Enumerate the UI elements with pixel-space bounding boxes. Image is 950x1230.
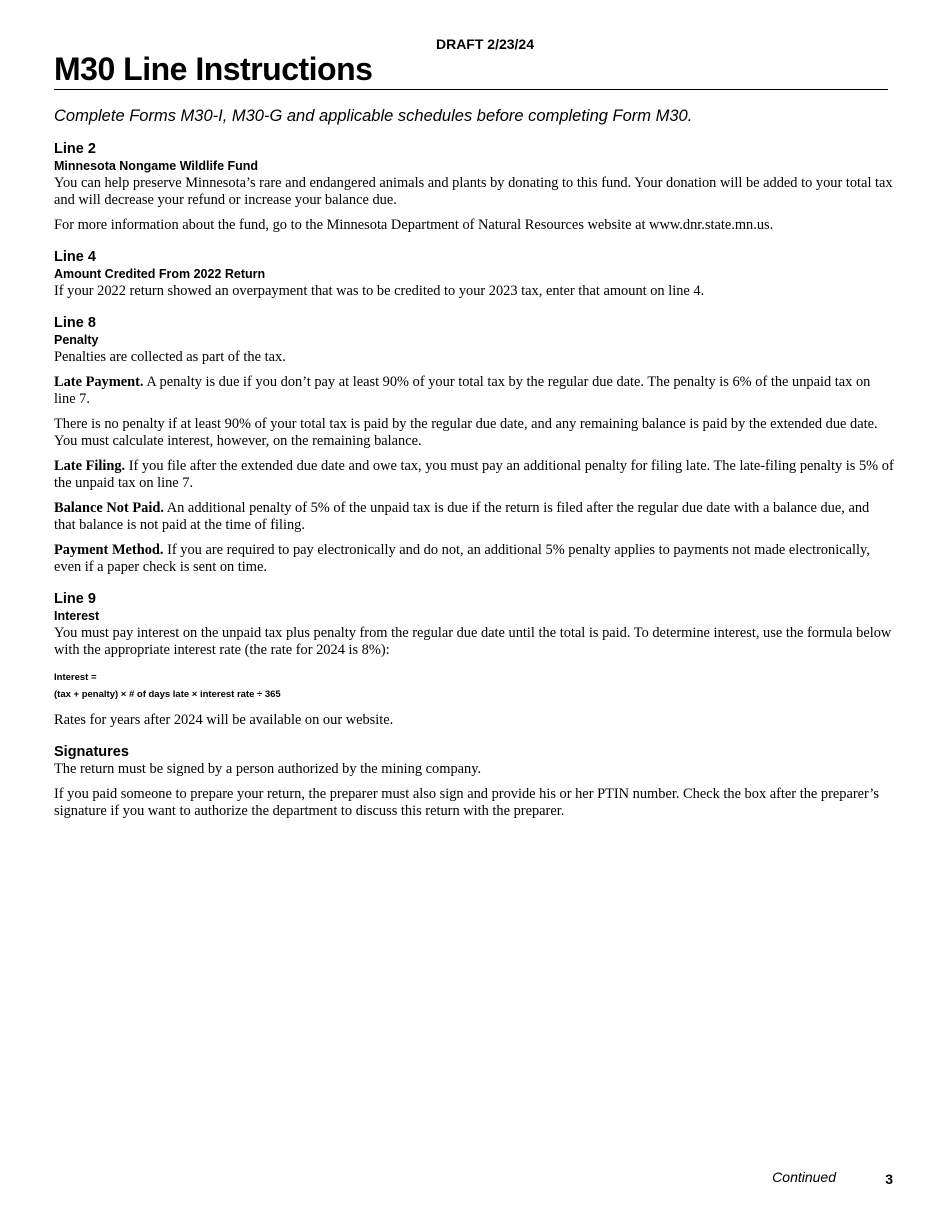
section-signatures [54, 743, 894, 820]
payment-method-paragraph [54, 542, 894, 576]
instructions-body [54, 105, 894, 834]
formula-line-2: (tax + penalty) × # of days late × interest rate ÷ 365 [54, 689, 281, 700]
title-divider [54, 89, 888, 90]
line-4-paragraph: If your 2022 return showed an overpayment that was to be credited to your 2023 tax, enter that amount on line 4. [54, 283, 705, 299]
line-2-subheading: Minnesota Nongame Wildlife Fund [54, 159, 259, 173]
late-payment-label: Late Payment. [54, 374, 144, 390]
payment-method-text: If you are required to pay electronically and do not, an additional 5% penalty applies to payments not made electronically, even if a paper check is sent on time. [54, 542, 870, 575]
signatures-paragraph-1: The return must be signed by a person authorized by the mining company. [54, 761, 482, 777]
late-payment-text: A penalty is due if you don’t pay at least 90% of your total tax by the regular due date. The penalty is 6% of the unpaid tax on line 7. [54, 374, 871, 407]
payment-method-label: Payment Method. [54, 542, 164, 558]
interest-formula [54, 669, 894, 703]
signatures-heading: Signatures [54, 744, 129, 760]
late-filing-label: Late Filing. [54, 458, 126, 474]
line-9-subheading: Interest [54, 609, 100, 623]
line-2-paragraph: You can help preserve Minnesota’s rare and endangered animals and plants by donating to this fund. Your donation will be added to your total tax and will decrease your refund or increase your balance due. [54, 175, 893, 208]
page-title: M30 Line Instructions [54, 51, 373, 87]
line-2-fund-info: For more information about the fund, go to the Minnesota Department of Natural Resources website at www.dnr.state.mn.us. [54, 217, 774, 233]
line-8-heading: Line 8 [54, 315, 96, 331]
no-penalty-paragraph: There is no penalty if at least 90% of your total tax is paid by the regular due date, and any remaining balance is paid by the extended due date. You must calculate interest, however, on the remaining balance. [54, 416, 878, 449]
line-9-heading: Line 9 [54, 591, 96, 607]
line-8-paragraph: Penalties are collected as part of the tax. [54, 349, 286, 365]
signatures-paragraph-2: If you paid someone to prepare your return, the preparer must also sign and provide his or her PTIN number. Check the box after the preparer’s signature if you want to authorize the department to discuss this return with the preparer. [54, 786, 879, 819]
line-2-heading: Line 2 [54, 141, 96, 157]
line-4-subheading: Amount Credited From 2022 Return [54, 267, 266, 281]
section-line-8 [54, 314, 894, 576]
section-line-9 [54, 590, 894, 729]
late-filing-text: If you file after the extended due date and owe tax, you must pay an additional penalty for filing late. The late-filing penalty is 5% of the unpaid tax on line 7. [54, 458, 894, 491]
section-line-2 [54, 140, 894, 234]
line-4-heading: Line 4 [54, 249, 96, 265]
balance-not-paid-label: Balance Not Paid. [54, 500, 164, 516]
balance-not-paid-text: An additional penalty of 5% of the unpaid tax is due if the return is filed after the regular due date with a balance due, and that balance is not paid at the time of filing. [54, 500, 870, 533]
draft-stamp: DRAFT 2/23/24 [435, 36, 535, 52]
formula-line-1: Interest = [54, 672, 97, 683]
line-9-rates-paragraph: Rates for years after 2024 will be available on our website. [54, 712, 394, 728]
section-line-4 [54, 248, 894, 300]
balance-not-paid-paragraph [54, 500, 894, 534]
line-8-subheading: Penalty [54, 333, 99, 347]
intro-text: Complete Forms M30-I, M30-G and applicable schedules before completing Form M30. [54, 107, 693, 125]
line-9-paragraph: You must pay interest on the unpaid tax plus penalty from the regular due date until the total is paid. To determine interest, use the formula below with the appropriate interest rate (the rate for 2024 is 8%): [54, 625, 892, 658]
page-number: 3 [885, 1171, 893, 1187]
continued-label: Continued [772, 1169, 836, 1185]
late-filing-paragraph [54, 458, 894, 492]
late-payment-paragraph [54, 374, 894, 408]
